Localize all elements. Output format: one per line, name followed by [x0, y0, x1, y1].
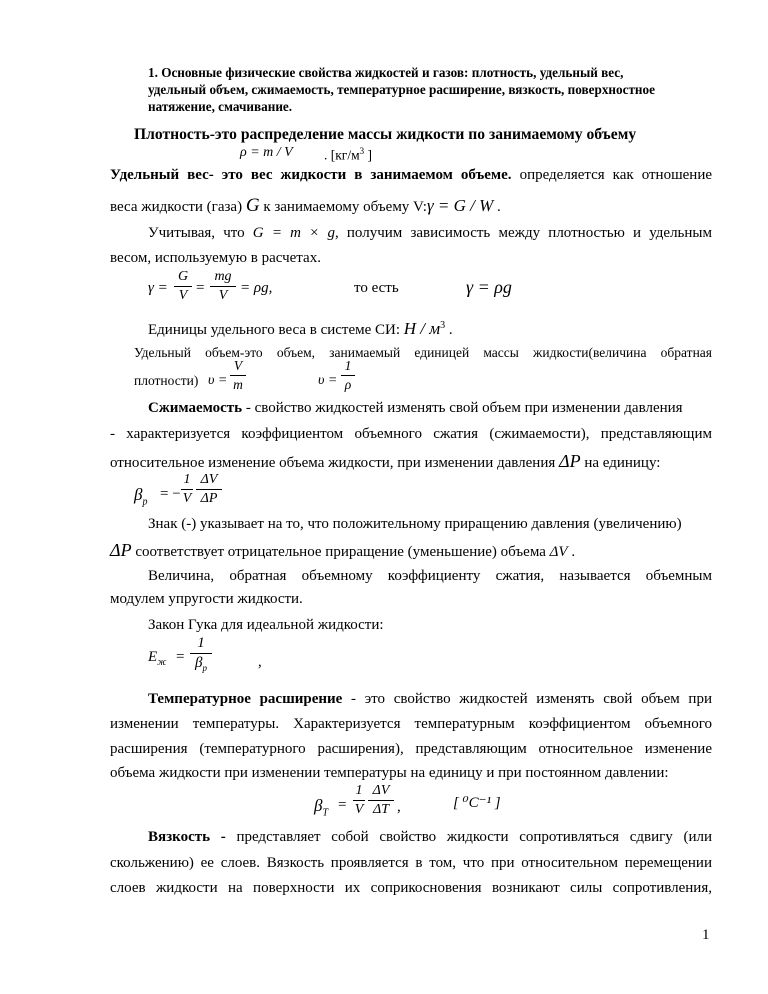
fraction-dv-over-dt: ΔV ΔT — [368, 784, 394, 817]
sign-line-2: ΔP соответствует отрицательное приращение (уменьшение) объема ΔV . — [110, 540, 576, 560]
density-title: Плотность-это распределение массы жидкости по занимаемому объему — [134, 126, 637, 143]
viscosity-line-1: Вязкость - представляет собой свойство жидкости сопротивляться сдвигу (или — [148, 829, 713, 845]
specific-volume-line-1: Удельный объем-это объем, занимаемый единицей массы жидкости(величина обратная — [134, 345, 712, 360]
density-unit: . [$кг/м^3$ ] — [324, 146, 373, 163]
heading-line-2: удельный объем, сжимаемость, температурное расширение, вязкость, поверхностное — [148, 82, 655, 97]
upsilon-lhs-1: υ = — [208, 373, 228, 388]
compressibility-line-2: - характеризуется коэффициентом объемного сжатия (сжимаемости), представляющим — [110, 426, 712, 442]
specific-volume-line-2: плотности) — [134, 373, 199, 388]
modulus-line-2: модулем упругости жидкости. — [110, 591, 303, 607]
specific-weight-line-2: веса жидкости (газа) G к занимаемому объему V:γ = G / W . — [110, 195, 501, 216]
sign-line-1: Знак (-) указывает на то, что положительному приращению давления (увеличению) — [148, 516, 682, 532]
fraction-mg-over-v: mg V — [210, 270, 236, 303]
gamma-result: γ = ρg — [466, 277, 512, 297]
beta-t-lhs: $\beta_T$ — [314, 796, 329, 819]
beta-t-eq: = — [338, 797, 347, 813]
heading-line-1: 1. Основные физические свойства жидкостей и газов: плотность, удельный вес, — [148, 65, 624, 80]
thermal-unit: [ ⁰C⁻¹ ] — [453, 795, 501, 811]
modulus-line-1: Величина, обратная объемному коэффициенту сжатия, называется объемным — [148, 568, 712, 584]
gamma-lhs: γ = — [148, 280, 168, 296]
e-lhs: $E_ж$ — [148, 649, 167, 668]
rho-g: = ρg, — [240, 280, 273, 296]
upsilon-lhs-2: υ = — [318, 373, 338, 388]
viscosity-line-3: слоев жидкости на поверхности их соприкосновения возникают силы сопротивления, — [110, 880, 712, 896]
beta-t-comma: , — [397, 799, 401, 815]
page-number: 1 — [702, 927, 710, 943]
thermal-line-2: изменении температуры. Характеризуется температурным коэффициентом объемного — [110, 716, 712, 732]
units-line: Единицы удельного веса в системе СИ: Н / $м^3$ . — [148, 319, 453, 338]
thermal-line-1: Температурное расширение - это свойство жидкостей изменять свой объем при — [148, 691, 712, 707]
that-is-label: то есть — [354, 280, 399, 296]
beta-p-eq: = − — [160, 486, 181, 502]
compressibility-line-1: Сжимаемость - свойство жидкостей изменять свой объем при изменении давления — [148, 400, 683, 416]
fraction-1-over-rho: 1 ρ — [341, 359, 355, 391]
specific-weight-line-4: весом, используемую в расчетах. — [110, 250, 321, 266]
specific-weight-line-3: Учитывая, что G = m × g, получим зависимость между плотностью и удельным — [148, 225, 712, 241]
fraction-1-over-v-thermal: 1 V — [354, 783, 364, 817]
fraction-1-over-v: 1 V — [182, 472, 192, 506]
e-comma: , — [258, 654, 262, 670]
equals-sign: = — [196, 280, 205, 296]
density-formula: ρ = m / V — [240, 145, 293, 160]
viscosity-line-2: скольжению) ее слоев. Вязкость проявляется в том, что при относительном перемещении — [110, 855, 712, 871]
specific-weight-line-1: Удельный вес- это вес жидкости в занимаемом объеме. определяется как отношение — [110, 167, 712, 183]
compressibility-line-3: относительное изменение объема жидкости, при изменении давления ΔP на единицу: — [110, 451, 661, 471]
fraction-v-over-m: V m — [230, 359, 246, 391]
heading-line-3: натяжение, смачивание. — [148, 99, 293, 114]
thermal-line-3: расширения (температурного расширения), представляющим относительное изменение — [110, 741, 712, 757]
fraction-g-over-v: G V — [174, 270, 192, 303]
e-eq: = — [176, 649, 185, 665]
fraction-dv-over-dp: ΔV ΔP — [196, 473, 222, 506]
hooke-law-label: Закон Гука для идеальной жидкости: — [148, 617, 384, 633]
fraction-1-over-beta: 1 $\beta_p$ — [190, 636, 212, 673]
thermal-line-4: объема жидкости при изменении температуры на единицу и при постоянном давлении: — [110, 765, 669, 781]
beta-p-lhs: $\beta_p$ — [134, 485, 148, 508]
